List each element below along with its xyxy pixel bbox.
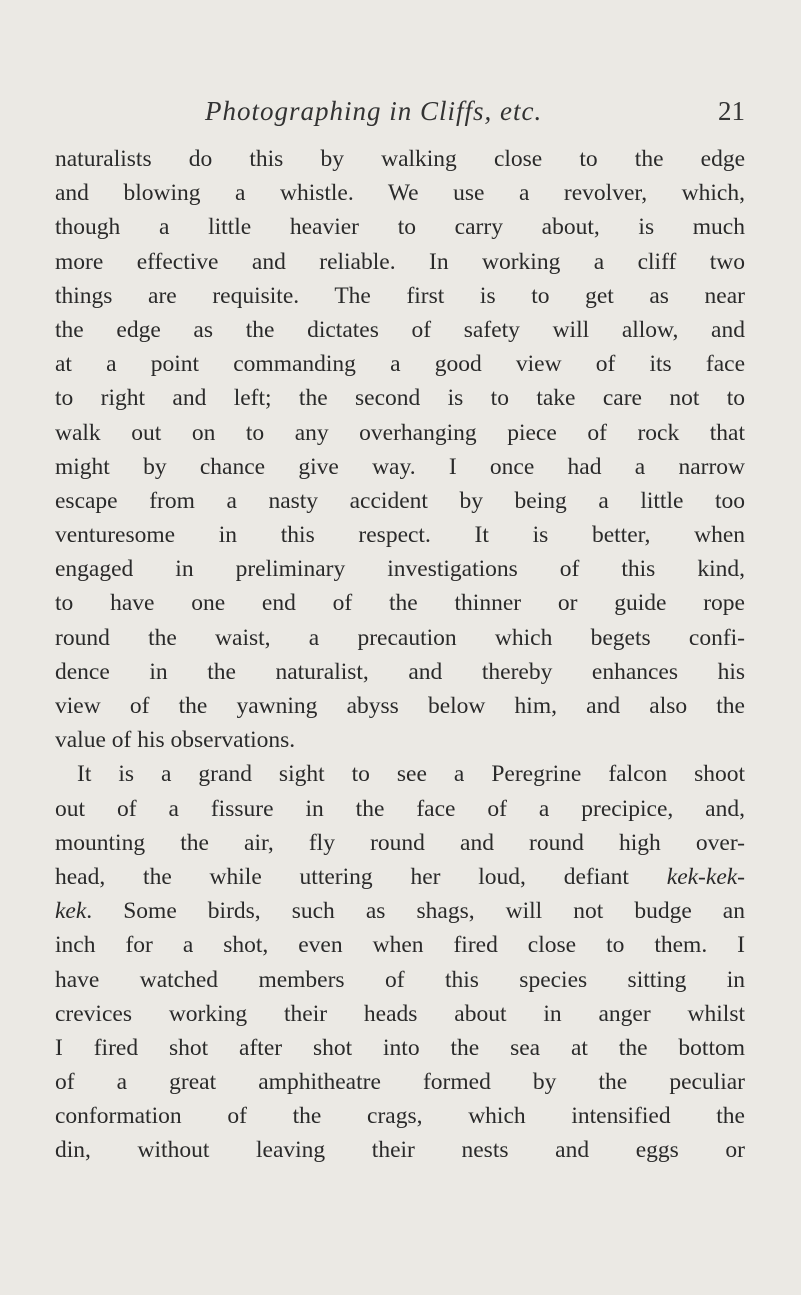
- text-line: kek. Some birds, such as shags, will not budge an: [55, 898, 745, 925]
- text-line: to right and left; the second is to take care not to: [55, 385, 745, 412]
- text-line: have watched members of this species sitting in: [55, 966, 745, 993]
- text-line: view of the yawning abyss below him, and also the: [55, 693, 745, 719]
- running-head: [205, 96, 745, 136]
- text-line: I fired shot after shot into the sea at the bottom: [55, 1034, 745, 1061]
- text-line: more effective and reliable. In working a cliff two: [55, 248, 745, 275]
- text-line: engaged in preliminary investigations of this kind,: [55, 556, 745, 583]
- text-line: naturalists do this by walking close to the edge: [55, 146, 745, 172]
- text-line: of a great amphitheatre formed by the peculiar: [55, 1069, 745, 1096]
- text-line: value of his observations.: [55, 727, 296, 754]
- text-line: might by chance give way. I once had a narrow: [55, 453, 745, 480]
- page-number: 21: [718, 96, 745, 126]
- text-line: walk out on to any overhanging piece of rock that: [55, 419, 745, 446]
- text-line: though a little heavier to carry about, is much: [55, 214, 745, 241]
- text-line: venturesome in this respect. It is better, when: [55, 522, 745, 549]
- text-line: the edge as the dictates of safety will allow, and: [55, 316, 745, 343]
- text-line: at a point commanding a good view of its face: [55, 351, 745, 378]
- text-line: out of a fissure in the face of a precipice, and,: [55, 795, 745, 822]
- text-line: round the waist, a precaution which begets confi-: [55, 624, 745, 651]
- text-line: escape from a nasty accident by being a little too: [55, 487, 745, 514]
- text-line: to have one end of the thinner or guide rope: [55, 590, 745, 617]
- text-line: It is a grand sight to see a Peregrine falcon shoot: [77, 761, 745, 788]
- body-text: [55, 142, 745, 1168]
- text-line: and blowing a whistle. We use a revolver, which,: [55, 180, 745, 207]
- text-line: conformation of the crags, which intensified the: [55, 1103, 745, 1130]
- text-line: inch for a shot, even when fired close to them. I: [55, 932, 745, 959]
- text-line: crevices working their heads about in anger whilst: [55, 1000, 745, 1027]
- text-line: head, the while uttering her loud, defiant kek-kek-: [55, 863, 745, 890]
- text-line: things are requisite. The first is to get as near: [55, 282, 745, 309]
- text-line: din, without leaving their nests and eggs or: [55, 1137, 745, 1164]
- text-line: dence in the naturalist, and thereby enhances his: [55, 658, 745, 685]
- running-title: Photographing in Cliffs, etc.: [205, 96, 543, 126]
- text-line: mounting the air, fly round and round high over-: [55, 829, 745, 856]
